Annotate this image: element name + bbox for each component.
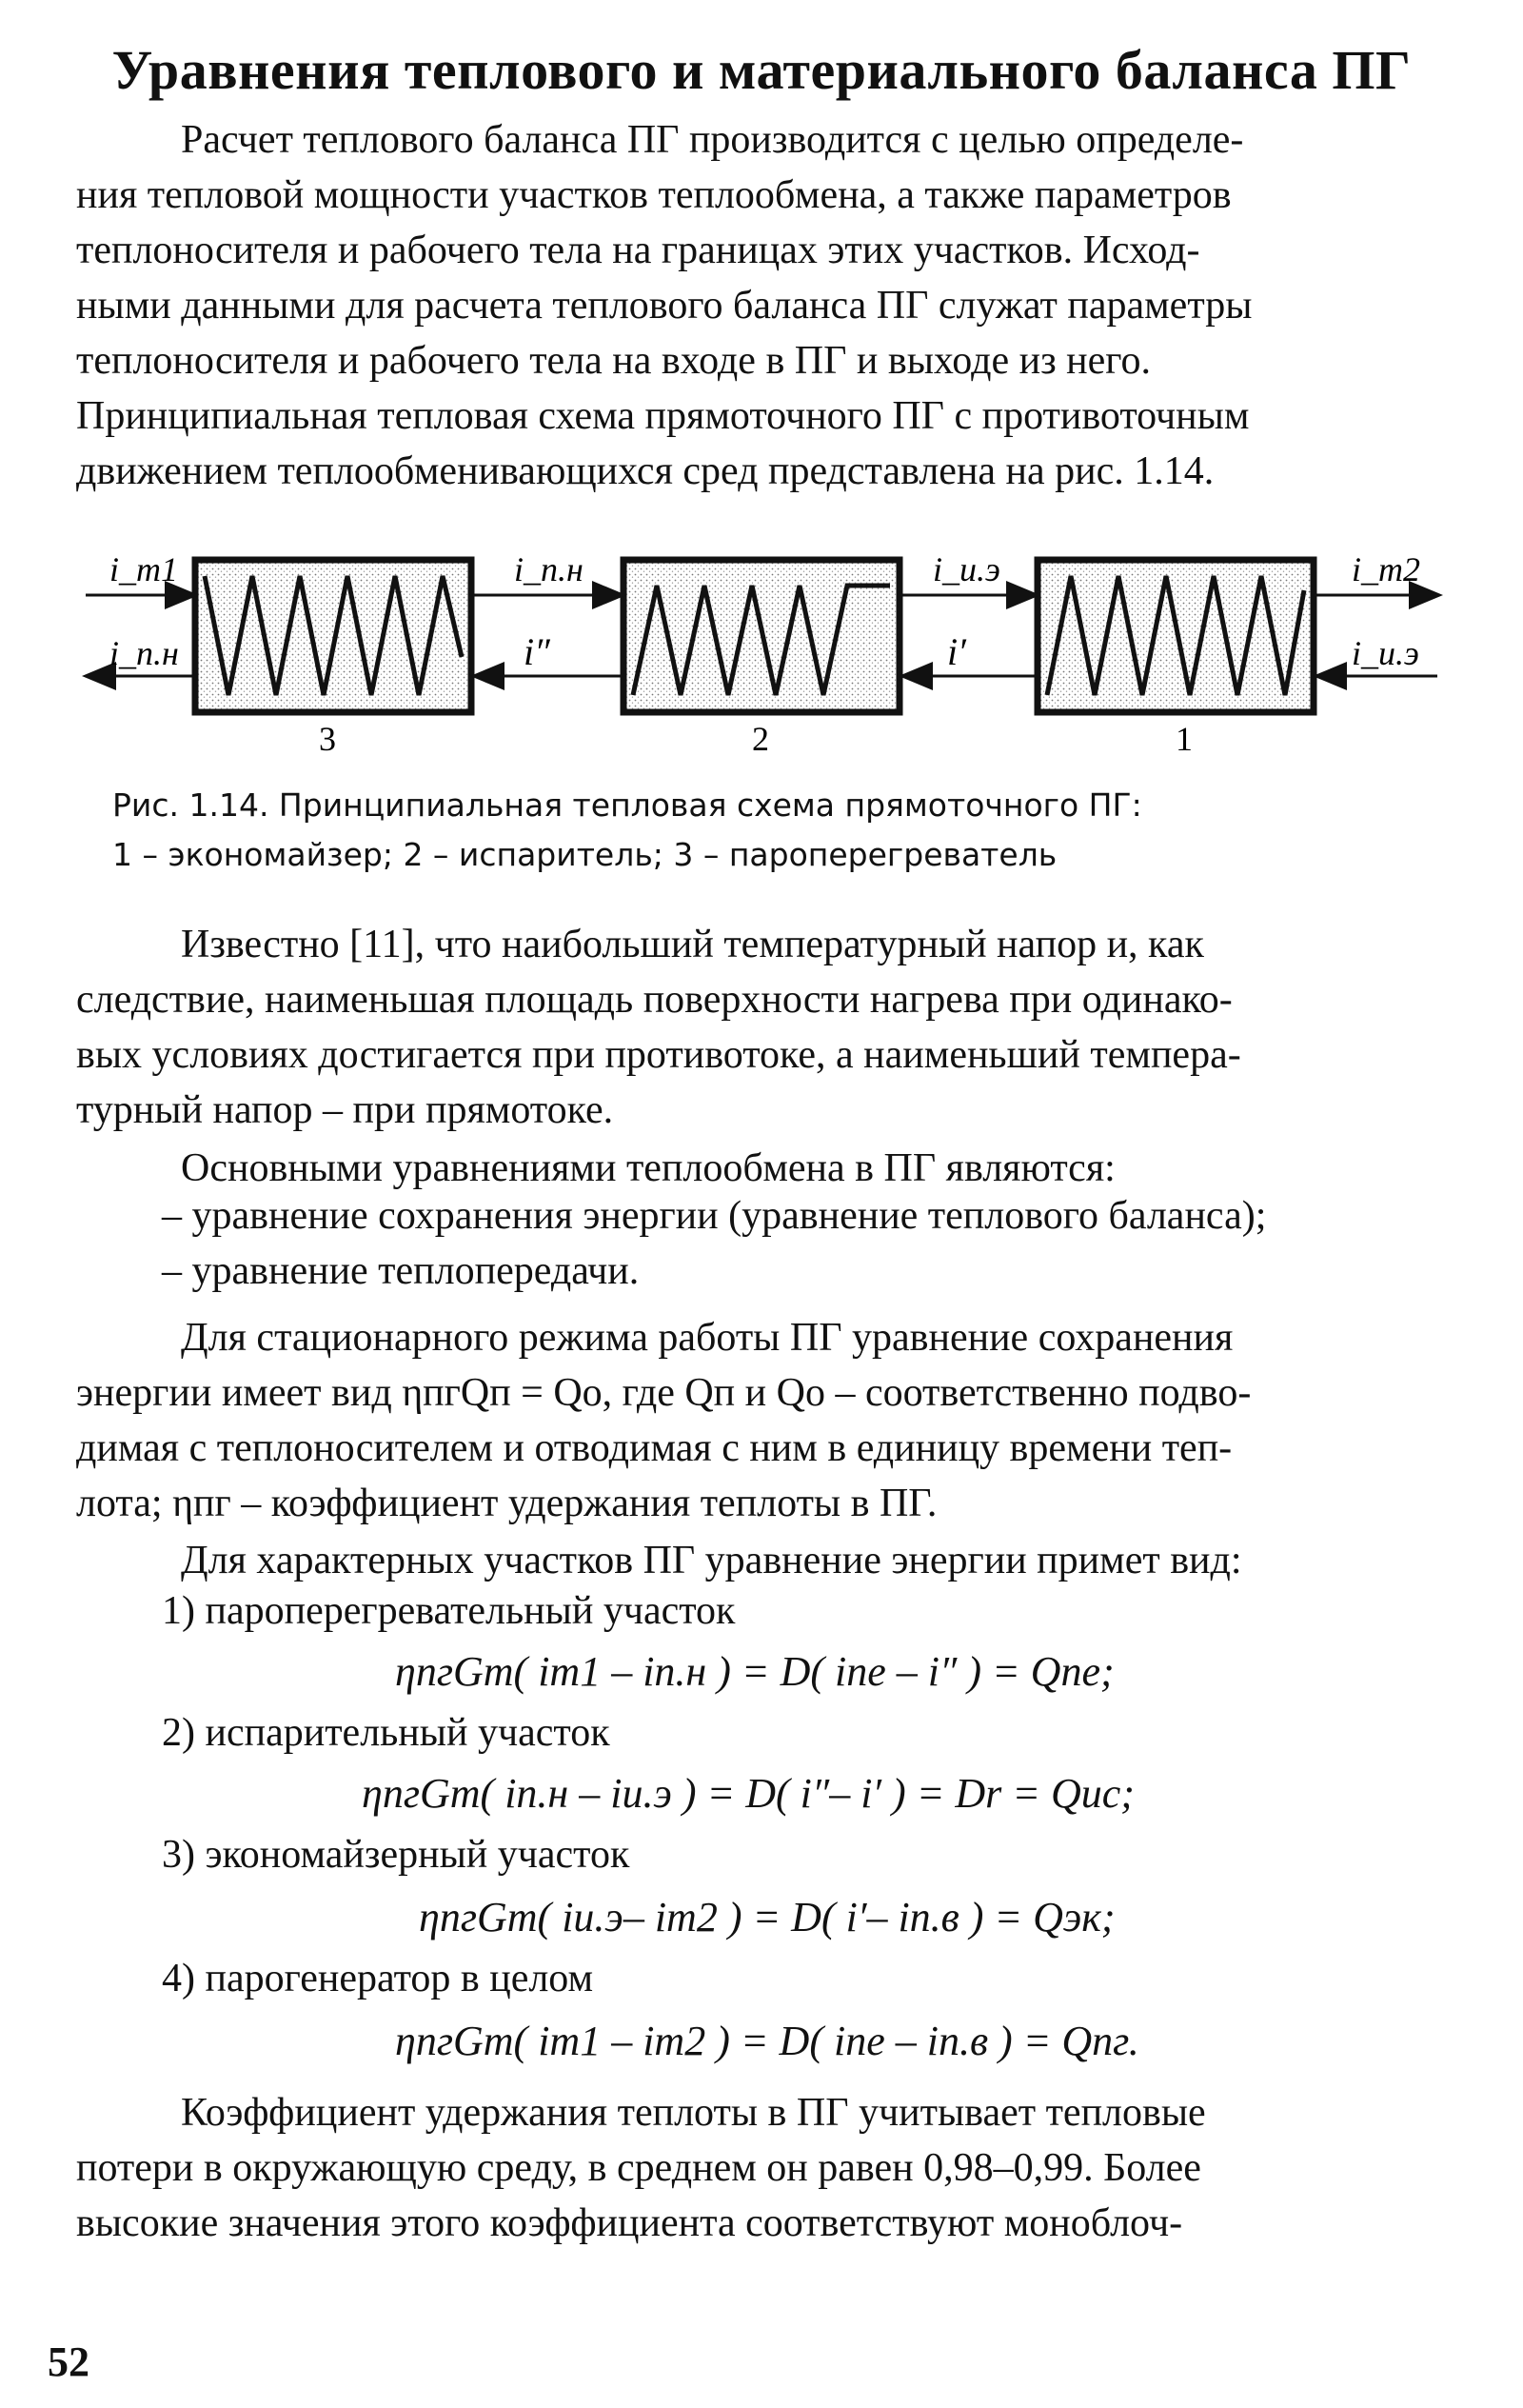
heat-scheme-figure [0,533,1523,762]
label-bottom-ipn: i_п.н [109,634,179,672]
text-line: ния тепловой мощности участков теплообмена, а также параметров [76,173,1232,217]
block-number-2: 2 [752,720,769,758]
section-heading: 1) пароперегревательный участок [162,1589,736,1633]
text-line: турный напор – при прямотоке. [76,1088,614,1132]
label-top-iie: i_и.э [933,550,1000,588]
text-line: следствие, наименьшая площадь поверхности нагрева при одинако- [76,978,1233,1022]
equation-total: ηпгGт( iт1 – iт2 ) = D( iпе – iп.в ) = Qпг. [395,2018,1139,2064]
list-item: – уравнение теплопередачи. [162,1249,640,1293]
paragraph-intro [76,112,1466,499]
block-number-3: 3 [319,720,336,758]
text-line: Коэффициент удержания теплоты в ПГ учитывает тепловые [181,2091,1206,2135]
caption-line: 1 – экономайзер; 2 – испаритель; 3 – пароперегреватель [112,836,1058,873]
paragraph-stationary [76,1310,1466,1531]
section-heading: 2) испарительный участок [162,1711,610,1755]
caption-line: Рис. 1.14. Принципиальная тепловая схема прямоточного ПГ: [112,786,1142,824]
text-line: вых условиях достигается при противотоке, а наименьший темпера- [76,1033,1241,1077]
page-number: 52 [48,2338,89,2385]
equation-evaporator: ηпгGт( iп.н – iи.э ) = D( i″– i′ ) = Dr = Qис; [362,1770,1135,1817]
text-line: потери в окружающую среду, в среднем он равен 0,98–0,99. Более [76,2146,1201,2190]
paragraph-equations-intro [76,1141,1466,1196]
text-line: Основными уравнениями теплообмена в ПГ являются: [181,1146,1116,1190]
figure-caption [112,781,1407,880]
text-line: Принципиальная тепловая схема прямоточного ПГ с противоточным [76,394,1250,438]
text-line: Для характерных участков ПГ уравнение энергии примет вид: [181,1539,1242,1582]
section-heading: 3) экономайзерный участок [162,1833,630,1877]
label-top-ipn: i_п.н [514,550,583,588]
text-line: теплоносителя и рабочего тела на входе в ПГ и выходе из него. [76,339,1151,383]
paragraph-counterflow [76,917,1466,1138]
text-line: движением теплообменивающихся сред представлена на рис. 1.14. [76,449,1215,493]
text-line: теплоносителя и рабочего тела на границах этих участков. Исход- [76,229,1200,272]
text-line: энергии имеет вид ηпгQп = Qо, где Qп и Qо – соответственно подво- [76,1371,1252,1415]
paragraph-retention [76,2085,1466,2251]
text-line: Для стационарного режима работы ПГ уравнение сохранения [181,1316,1234,1360]
text-line: лота; ηпг – коэффициент удержания теплоты в ПГ. [76,1482,938,1525]
label-bottom-iie: i_и.э [1352,634,1419,672]
section-title: Уравнения теплового и материального баланса ПГ [111,39,1412,101]
equation-economizer: ηпгGт( iи.э– iт2 ) = D( i′– iп.в ) = Qэк; [419,1894,1116,1940]
paragraph-energy [76,1533,1466,1588]
block-number-1: 1 [1176,720,1193,758]
section-heading: 4) парогенератор в целом [162,1957,594,2000]
label-top-it2: i_т2 [1352,550,1420,588]
text-line: ными данными для расчета теплового баланса ПГ служат параметры [76,284,1253,328]
label-bottom-idblprime: i″ [524,630,550,673]
label-bottom-iprime: i′ [947,630,966,673]
text-line: димая с теплоносителем и отводимая с ним в единицу времени теп- [76,1426,1233,1470]
text-line: Известно [11], что наибольший температурный напор и, как [181,923,1204,966]
label-top-it1: i_т1 [109,550,178,588]
equation-superheater: ηпгGт( iт1 – iп.н ) = D( iпе – i″ ) = Qпе; [395,1648,1115,1695]
text-line: высокие значения этого коэффициента соответствуют моноблоч- [76,2201,1183,2245]
list-item: – уравнение сохранения энергии (уравнение теплового баланса); [162,1194,1267,1238]
text-line: Расчет теплового баланса ПГ производится с целью определе- [181,118,1244,162]
